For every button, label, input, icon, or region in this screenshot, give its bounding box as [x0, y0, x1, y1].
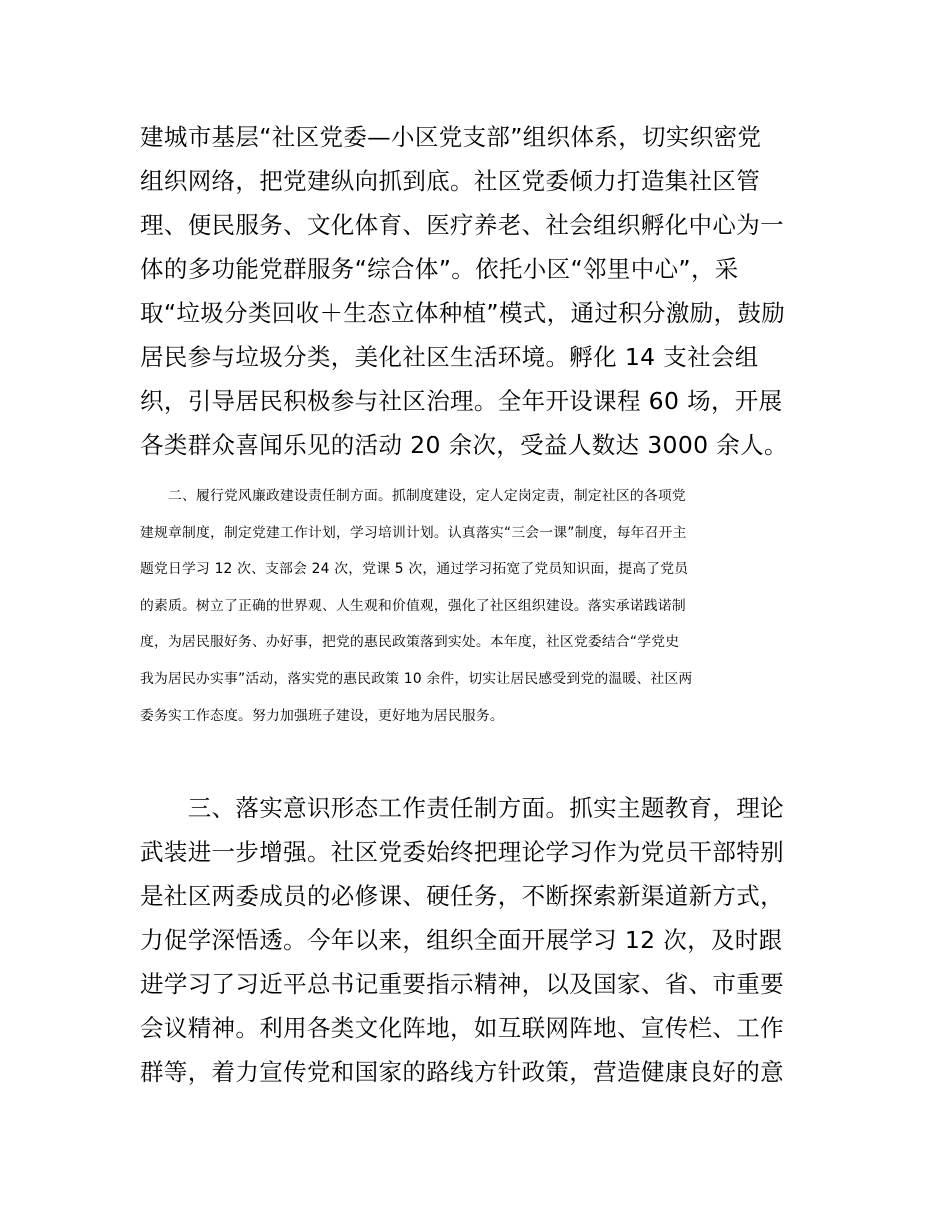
text-line: 群等，着力宣传党和国家的路线方针政策，营造健康良好的意	[140, 1058, 784, 1086]
paragraph-party-building-system	[140, 115, 812, 467]
text-line: 二、履行党风廉政建设责任制方面。抓制度建设，定人定岗定责，制定社区的各项党	[140, 488, 686, 504]
text-line: 进学习了习近平总书记重要指示精神，以及国家、省、市重要	[140, 970, 784, 998]
text-line: 三、落实意识形态工作责任制方面。抓实主题教育，理论	[140, 794, 784, 822]
text-line: 理、便民服务、文化体育、医疗养老、社会组织孵化中心为一	[140, 211, 784, 239]
text-line: 居民参与垃圾分类，美化社区生活环境。孵化 14 支社会组	[140, 343, 759, 371]
paragraph-section-three-ideology	[140, 786, 812, 1094]
text-line: 题党日学习 12 次、支部会 24 次，党课 5 次，通过学习拓宽了党员知识面，提高了党员	[140, 561, 689, 578]
text-line: 度，为居民服好务、办好事，把党的惠民政策落到实处。本年度，社区党委结合“学党史	[140, 634, 680, 651]
text-line: 织，引导居民积极参与社区治理。全年开设课程 60 场，开展	[140, 387, 783, 415]
text-line: 会议精神。利用各类文化阵地，如互联网阵地、宣传栏、工作	[140, 1014, 784, 1042]
text-line: 是社区两委成员的必修课、硬任务，不断探索新渠道新方式，	[140, 882, 784, 910]
text-line: 的素质。树立了正确的世界观、人生观和价值观，强化了社区组织建设。落实承诺践诺制	[140, 597, 686, 614]
text-line: 建规章制度，制定党建工作计划，学习培训计划。认真落实“三会一课”制度，每年召开主	[140, 524, 687, 541]
paragraph-section-two-integrity	[140, 478, 812, 734]
text-line: 我为居民办实事”活动，落实党的惠民政策 10 余件，切实让居民感受到党的温暖、社区两	[140, 670, 693, 687]
text-line: 组织网络，把党建纵向抓到底。社区党委倾力打造集社区管	[140, 167, 761, 195]
text-line: 委务实工作态度。努力加强班子建设，更好地为居民服务。	[140, 707, 504, 724]
text-line: 体的多功能党群服务“综合体”。依托小区“邻里中心”，采	[140, 255, 739, 283]
text-line: 各类群众喜闻乐见的活动 20 余次，受益人数达 3000 余人。	[140, 431, 788, 459]
text-line: 取“垃圾分类回收＋生态立体种植”模式，通过积分激励，鼓励	[140, 299, 786, 327]
text-line: 力促学深悟透。今年以来，组织全面开展学习 12 次，及时跟	[140, 926, 783, 954]
text-line: 武装进一步增强。社区党委始终把理论学习作为党员干部特别	[140, 838, 784, 866]
text-line: 建城市基层“社区党委—小区党支部”组织体系，切实织密党	[140, 123, 762, 151]
